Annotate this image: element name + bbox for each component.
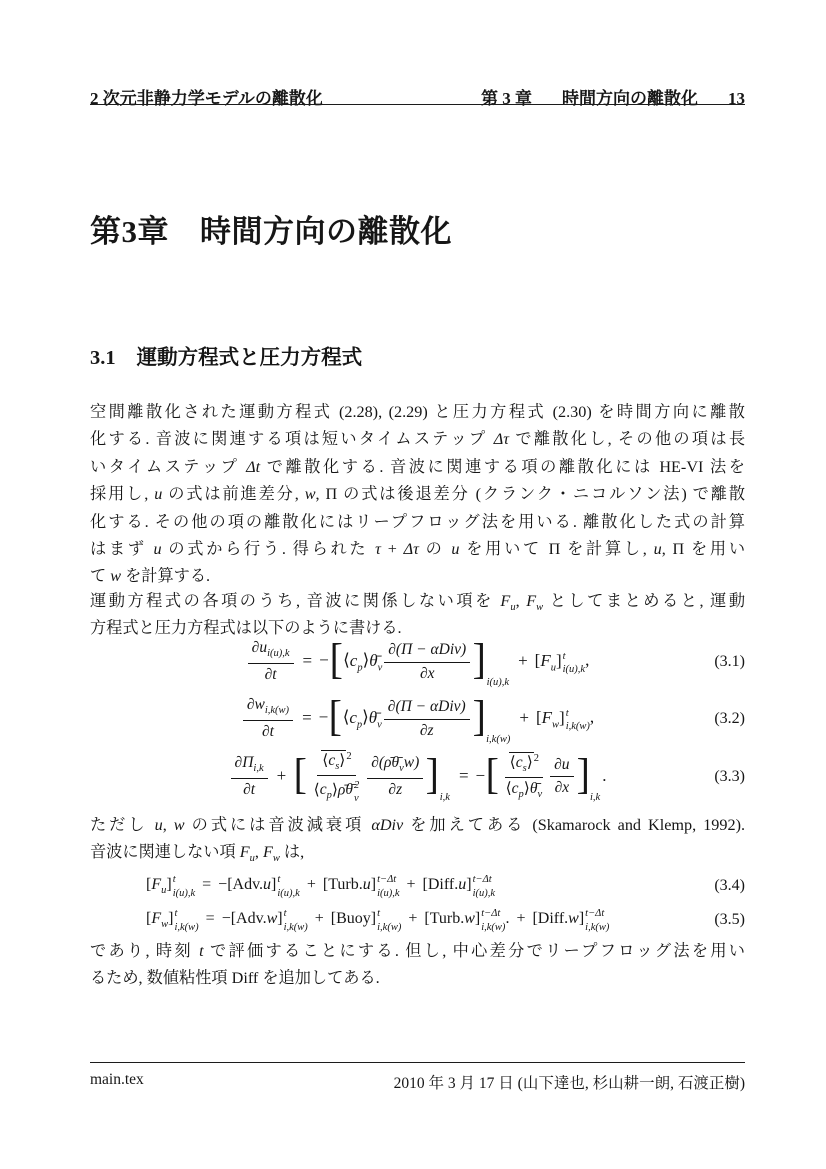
math-token: ⟩ bbox=[362, 650, 370, 670]
fraction bbox=[384, 698, 470, 740]
math-token: ∂z bbox=[419, 721, 434, 739]
math-token: ] bbox=[474, 910, 481, 928]
math-token: [ bbox=[329, 635, 343, 684]
math-token: c bbox=[511, 779, 519, 797]
math-token: ] bbox=[370, 910, 377, 928]
math-token: + bbox=[314, 910, 324, 928]
math-token: . bbox=[505, 910, 510, 928]
footer-date-authors: 2010 年 3 月 17 日 (山下達也, 杉山耕一朗, 石渡正樹) bbox=[393, 1075, 745, 1092]
math-token: u bbox=[458, 876, 467, 894]
math-token: ∂w bbox=[246, 696, 265, 714]
bracket-subscript: i,k(w) bbox=[486, 734, 511, 746]
math-token: ] bbox=[466, 876, 472, 894]
math-token: ⟩ bbox=[331, 781, 338, 799]
math-token: θ̄ bbox=[345, 781, 353, 799]
bracket-subscript: i,k bbox=[439, 792, 450, 804]
math-token: ∂(ρ̄ bbox=[371, 754, 392, 772]
header-chapter-info bbox=[481, 84, 745, 109]
fraction: $\frac{\partial u_{i(u),k}}{\partial t}$ bbox=[248, 639, 294, 684]
text-line: 化する. 音波に関連する項は短いタイムステップ Δτ で離散化し, その他の項は長 bbox=[90, 430, 745, 449]
text-line: 音波に関連しない項 $F_u$, $F_w$ は, bbox=[90, 843, 305, 865]
overline: $⟨c_s⟩$ bbox=[322, 752, 346, 773]
paragraph-2 bbox=[90, 588, 745, 643]
math-token: u bbox=[263, 876, 272, 894]
equation-content: $[F_w]$ t i,k(w) = −[Adv.w] t i,k(w) + [Buoy] t i,k(w) + [Turb.w] t−Δt i,k(w) . + [Diff.w] t−Δt i,k(w) bbox=[146, 908, 610, 933]
paragraph-3 bbox=[90, 812, 745, 867]
section-number: 3.1 bbox=[90, 347, 116, 369]
math-token: F bbox=[540, 650, 551, 670]
math-token: ⟨ bbox=[505, 779, 512, 797]
bracket-subscript: i(u),k bbox=[486, 677, 510, 689]
math-token: + bbox=[518, 650, 528, 670]
header-chapter-number: 第 3 章 bbox=[481, 89, 532, 108]
math-token: [ bbox=[424, 910, 430, 928]
math-token: − bbox=[319, 650, 329, 670]
equation-content: $[F_u]$ t i(u),k = −[Adv.u] t i(u),k + [Turb.u] t−Δt i(u),k + [Diff.u] t−Δt i(u),k bbox=[146, 874, 496, 899]
math-token: ⟨ bbox=[342, 707, 350, 727]
math-token: ⟨ bbox=[322, 752, 329, 769]
section-title: 運動方程式と圧力方程式 bbox=[136, 347, 363, 369]
text-line: て w を計算する. bbox=[90, 567, 211, 586]
math-token: [ bbox=[330, 910, 337, 928]
math-token: ∂t bbox=[261, 723, 274, 741]
equation-number: (3.1) bbox=[714, 653, 745, 670]
math-token: F bbox=[151, 910, 162, 928]
math-token: ] bbox=[555, 650, 562, 670]
math-token: = bbox=[302, 650, 313, 670]
fraction: $\frac{\partial\Pi_{i,k}}{\partial t}$ bbox=[231, 754, 268, 799]
math-token: − bbox=[318, 707, 329, 727]
math-token: Diff. bbox=[537, 910, 569, 928]
math-token: = bbox=[202, 876, 212, 894]
math-token: ] bbox=[425, 750, 440, 799]
math-token: θ̄ bbox=[368, 707, 378, 727]
fraction: $\frac{⟨c_s⟩^2}{⟨c_p⟩\thetā_v}$ bbox=[505, 753, 543, 801]
math-token: ∂(Π − αDiv) bbox=[388, 640, 467, 658]
math-token: ] bbox=[578, 910, 585, 928]
math-token: ] bbox=[370, 876, 377, 894]
math-token: ⟨ bbox=[343, 650, 350, 670]
math-token: ∂z bbox=[388, 780, 403, 798]
math-token: Turb. bbox=[429, 910, 465, 928]
math-token: ∂x bbox=[554, 779, 570, 797]
math-token: Adv. bbox=[232, 876, 264, 894]
text-line: いタイムステップ Δt で離散化する. 音波に関連する項の離散化には HE-VI 法を bbox=[90, 457, 745, 476]
math-token: = bbox=[205, 910, 215, 928]
math-token: + bbox=[516, 910, 526, 928]
text-line: 運動方程式の各項のうち, 音波に関係しない項を $F_u$, $F_w$ としてまとめると, 運動 bbox=[90, 592, 745, 614]
math-token: [ bbox=[422, 876, 428, 894]
math-token: ] bbox=[559, 707, 565, 727]
fraction: $\frac{\partial w_{i,k(w)}}{\partial t}$ bbox=[243, 696, 293, 741]
math-token: ∂u bbox=[554, 755, 570, 773]
math-token: + bbox=[519, 707, 529, 727]
equation-number: (3.4) bbox=[714, 876, 745, 894]
math-token: F bbox=[541, 707, 552, 727]
math-token: + bbox=[406, 876, 416, 894]
math-token: w bbox=[464, 910, 475, 928]
equation-content: $\frac{\partial w_{i,k(w)}}{\partial t}$ = $-[⟨c_p⟩\thetā_v$ $\frac{\text{∂(Π − αDiv)}}{\partial z}$ ]$_{i,k(w)}+ [F_w]$ t i,k(w) , bbox=[241, 696, 594, 741]
chapter-title: 時間方向の離散化 bbox=[200, 214, 452, 249]
paragraph-4 bbox=[90, 938, 745, 993]
math-token: ⟩ bbox=[526, 754, 533, 772]
math-token: [ bbox=[146, 876, 152, 894]
math-token: w) bbox=[403, 754, 420, 772]
math-token: Buoy bbox=[336, 910, 371, 928]
page-header bbox=[90, 84, 745, 109]
math-token: ] bbox=[168, 910, 174, 928]
math-token: ] bbox=[166, 876, 172, 894]
math-token: [ bbox=[146, 910, 152, 928]
math-token: ∂(Π − αDiv) bbox=[387, 697, 466, 715]
math-token: [ bbox=[328, 692, 343, 741]
math-token: ] bbox=[576, 750, 590, 799]
math-token: c bbox=[349, 707, 357, 727]
math-token: w bbox=[266, 910, 278, 928]
header-chapter-title: 時間方向の離散化 bbox=[562, 89, 698, 108]
math-token: c bbox=[328, 752, 336, 769]
math-token: , bbox=[585, 650, 590, 670]
equation-number: (3.2) bbox=[714, 710, 745, 727]
math-token: + bbox=[276, 765, 287, 785]
fraction: $⟨c_s⟩^2$ $⟨c_p⟩\rhō\thetā$ 2 v bbox=[313, 750, 360, 804]
equation-block-momentum-pressure bbox=[90, 636, 745, 804]
section-heading bbox=[90, 340, 745, 370]
math-token: ] bbox=[271, 876, 277, 894]
text-line: 空間離散化された運動方程式 (2.28), (2.29) と圧力方程式 (2.30) を時間方向に離散 bbox=[90, 403, 745, 421]
math-token: ∂t bbox=[264, 666, 277, 684]
chapter-number: 第3章 bbox=[90, 214, 169, 249]
math-token: Diff. bbox=[427, 876, 459, 894]
equation-row bbox=[90, 906, 745, 933]
math-token: ⟩ bbox=[362, 707, 369, 727]
math-token: = bbox=[458, 765, 469, 785]
math-token: c bbox=[319, 781, 327, 799]
fraction bbox=[384, 641, 470, 683]
text-line: であり, 時刻 t で評価することにする. 但し, 中心差分でリープフロッグ法を用い bbox=[90, 942, 745, 960]
equation-number: (3.5) bbox=[714, 910, 745, 928]
math-token: ⟨ bbox=[509, 754, 516, 772]
math-token: [ bbox=[293, 750, 308, 799]
math-token: ] bbox=[472, 635, 487, 684]
math-token: w bbox=[568, 910, 579, 928]
math-token: Turb. bbox=[328, 876, 363, 894]
math-token: c bbox=[349, 650, 358, 670]
bracket-subscript: i,k bbox=[589, 792, 601, 804]
equation-content: $\frac{\partial u_{i(u),k}}{\partial t}$ = $-[⟨c_p⟩\thetā_v$ $\frac{\text{∂(Π − αDiv)}}{\partial x}$ ]$_{i(u),k}+ [F_u]$ t i(u),k , bbox=[246, 639, 590, 684]
math-token: F bbox=[151, 876, 162, 894]
math-token: + bbox=[408, 910, 418, 928]
chapter-heading bbox=[90, 206, 745, 251]
text-line: 方程式と圧力方程式は以下のように書ける. bbox=[90, 619, 402, 638]
math-token: ρ̄ bbox=[337, 781, 346, 799]
math-token: − bbox=[218, 876, 228, 894]
math-token: ∂Π bbox=[234, 754, 254, 772]
overline: $⟨c_s⟩$ bbox=[509, 754, 533, 775]
math-token: ∂u bbox=[251, 639, 268, 657]
math-token: , bbox=[589, 707, 595, 727]
math-token: c bbox=[515, 754, 523, 772]
text-line: るため, 数値粘性項 Diff を追加してある. bbox=[90, 969, 380, 988]
math-token: [ bbox=[322, 876, 329, 894]
math-token: − bbox=[221, 910, 231, 928]
math-token: . bbox=[602, 765, 607, 785]
math-token: ⟩ bbox=[339, 752, 346, 769]
text-line: 化する. その他の項の離散化にはリープフロッグ法を用いる. 離散化した式の計算 bbox=[90, 512, 745, 531]
math-token: − bbox=[475, 765, 486, 785]
page-number: 13 bbox=[728, 89, 745, 108]
math-token: ∂t bbox=[243, 780, 256, 798]
math-token: = bbox=[302, 707, 312, 727]
fraction: $\frac{\partial(\rhō\thetā_vw)}{\partial z}$ bbox=[367, 754, 423, 799]
math-token: [ bbox=[227, 876, 233, 894]
paragraph-1 bbox=[90, 399, 745, 591]
header-running-title: 2 次元非静力学モデルの離散化 bbox=[90, 89, 323, 108]
math-token: [ bbox=[534, 650, 541, 670]
math-token: [ bbox=[485, 750, 499, 799]
math-token: + bbox=[306, 876, 316, 894]
math-token: [ bbox=[532, 910, 538, 928]
equation-row bbox=[90, 693, 745, 745]
math-token: ] bbox=[472, 692, 486, 741]
footer-rule bbox=[90, 1062, 745, 1063]
math-token: ] bbox=[277, 910, 283, 928]
header-rule bbox=[90, 104, 745, 105]
text-line: ただし u, w の式には音波減衰項 αDiv を加えてある (Skamarock and Klemp, 1992). bbox=[90, 816, 745, 834]
fraction bbox=[550, 756, 573, 798]
equation-row bbox=[90, 636, 745, 688]
equation-number: (3.3) bbox=[714, 767, 745, 785]
equation-row bbox=[90, 750, 745, 804]
math-token: Adv. bbox=[236, 910, 267, 928]
text-line: 採用し, u の式は前進差分, w, Π の式は後退差分 (クランク・ニコルソン法) で離散 bbox=[90, 485, 745, 504]
math-token: [ bbox=[535, 707, 542, 727]
math-token: θ̄ bbox=[391, 754, 400, 772]
page-footer bbox=[90, 1062, 745, 1093]
equation-row bbox=[90, 872, 745, 899]
equation-content bbox=[229, 750, 607, 804]
footer-filename: main.tex bbox=[90, 1071, 144, 1088]
math-token: θ̄ bbox=[369, 650, 378, 670]
math-token: ∂x bbox=[419, 664, 435, 682]
math-token: ⟨ bbox=[313, 781, 320, 799]
equation-block-forcing-terms bbox=[90, 872, 745, 933]
math-token: u bbox=[362, 876, 371, 894]
text-line: はまず u の式から行う. 得られた τ + Δτ の u を用いて Π を計算し, u, Π を用い bbox=[90, 539, 745, 558]
math-token: θ̄ bbox=[529, 779, 538, 797]
math-token: [ bbox=[230, 910, 237, 928]
math-token: ⟩ bbox=[523, 779, 530, 797]
